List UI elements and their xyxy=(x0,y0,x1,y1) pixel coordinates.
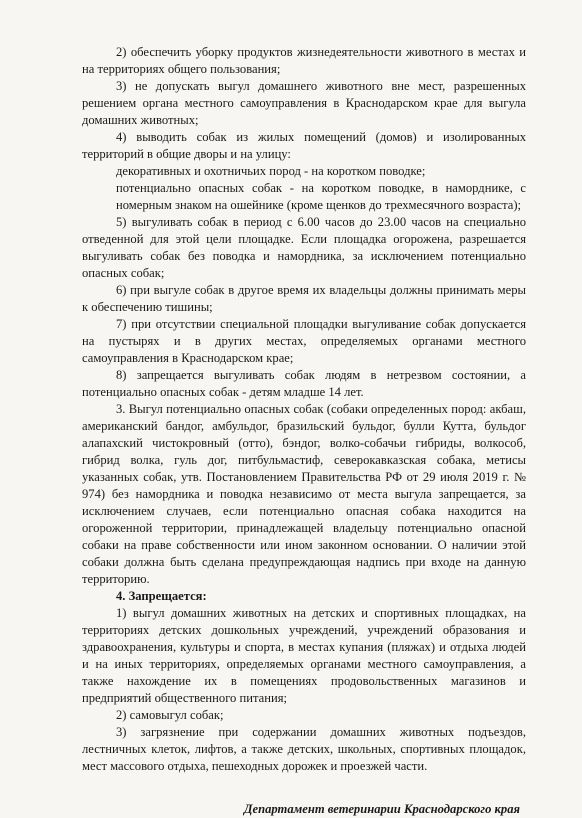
paragraph-3-walking-places: 3) не допускать выгул домашнего животного вне мест, разрешенных решением органа местного самоуправления в Краснодарском крае для выгула домашних животных; xyxy=(82,79,526,127)
section-4-item-1: 1) выгул домашних животных на детских и спортивных площадках, на территориях детских дошкольных учреждений, учреждений образования и здравоохранения, культуры и спорта, в местах купания (пляжах) и отдыха людей и на иных территориях, определяемых органами местного самоуправления, а также нахождение их в помещениях продовольственных магазинов и предприятий общественного питания; xyxy=(82,606,526,705)
paragraph-6-silence: 6) при выгуле собак в другое время их владельцы должны принимать меры к обеспечению тишины; xyxy=(82,283,526,314)
paragraph-dangerous-dogs: потенциально опасных собак - на коротком поводке, в наморднике, с номерным знаком на ошейнике (кроме щенков до трехмесячного возраста); xyxy=(116,181,526,212)
signature-department: Департамент ветеринарии Краснодарского края xyxy=(243,802,520,816)
section-4-title: 4. Запрещается: xyxy=(116,589,207,603)
section-3-dangerous-breeds: 3. Выгул потенциально опасных собак (собаки определенных пород: акбаш, американский бандог, амбульдог, бразильский бульдог, булли Кутта, бульдог алапахский чистокровный (отто), бэндог, волко-собачьи гибриды, волкособ, гибрид волка, гуль дог, питбульмастиф, северокавказская собака, метисы указанных собак, утв. Постановлением Правительства РФ от 29 июля 2019 г. № 974) без намордника и поводка независимо от места выгула запрещается, за исключением случаев, если потенциально опасная собака находится на огороженной территории, принадлежащей владельцу потенциально опасной собаки на праве собственности или ином законном основании. О наличии этой собаки должна быть сделана предупреждающая надпись при входе на данную территорию. xyxy=(82,402,526,586)
paragraph-5-walking-hours: 5) выгуливать собак в период с 6.00 часов до 23.00 часов на специально отведенной для этой цели площадке. Если площадка огорожена, разрешается выгуливать собак без поводка и намордника, за исключением потенциально опасных собак; xyxy=(82,215,526,280)
section-4-heading xyxy=(82,588,526,605)
paragraph-8-drunk-prohibited: 8) запрещается выгуливать собак людям в нетрезвом состоянии, а потенциально опасных собак - детям младше 14 лет. xyxy=(82,368,526,399)
paragraph-2-cleanup: 2) обеспечить уборку продуктов жизнедеятельности животного в местах и на территориях общего пользования; xyxy=(82,45,526,76)
section-4-item-3: 3) загрязнение при содержании домашних животных подъездов, лестничных клеток, лифтов, а также детских, школьных, спортивных площадок, мест массового отдыха, пешеходных дорожек и проезжей части. xyxy=(82,725,526,773)
paragraph-7-no-playground: 7) при отсутствии специальной площадки выгуливание собак допускается на пустырях и в других местах, определяемых органами местного самоуправления в Краснодарском крае; xyxy=(82,317,526,365)
paragraph-decorative-breeds: декоративных и охотничьих пород - на коротком поводке; xyxy=(116,164,426,178)
section-4-item-2: 2) самовыгул собак; xyxy=(116,708,224,722)
paragraph-4-leading-dogs: 4) выводить собак из жилых помещений (домов) и изолированных территорий в общие дворы и на улицу: xyxy=(82,130,526,161)
